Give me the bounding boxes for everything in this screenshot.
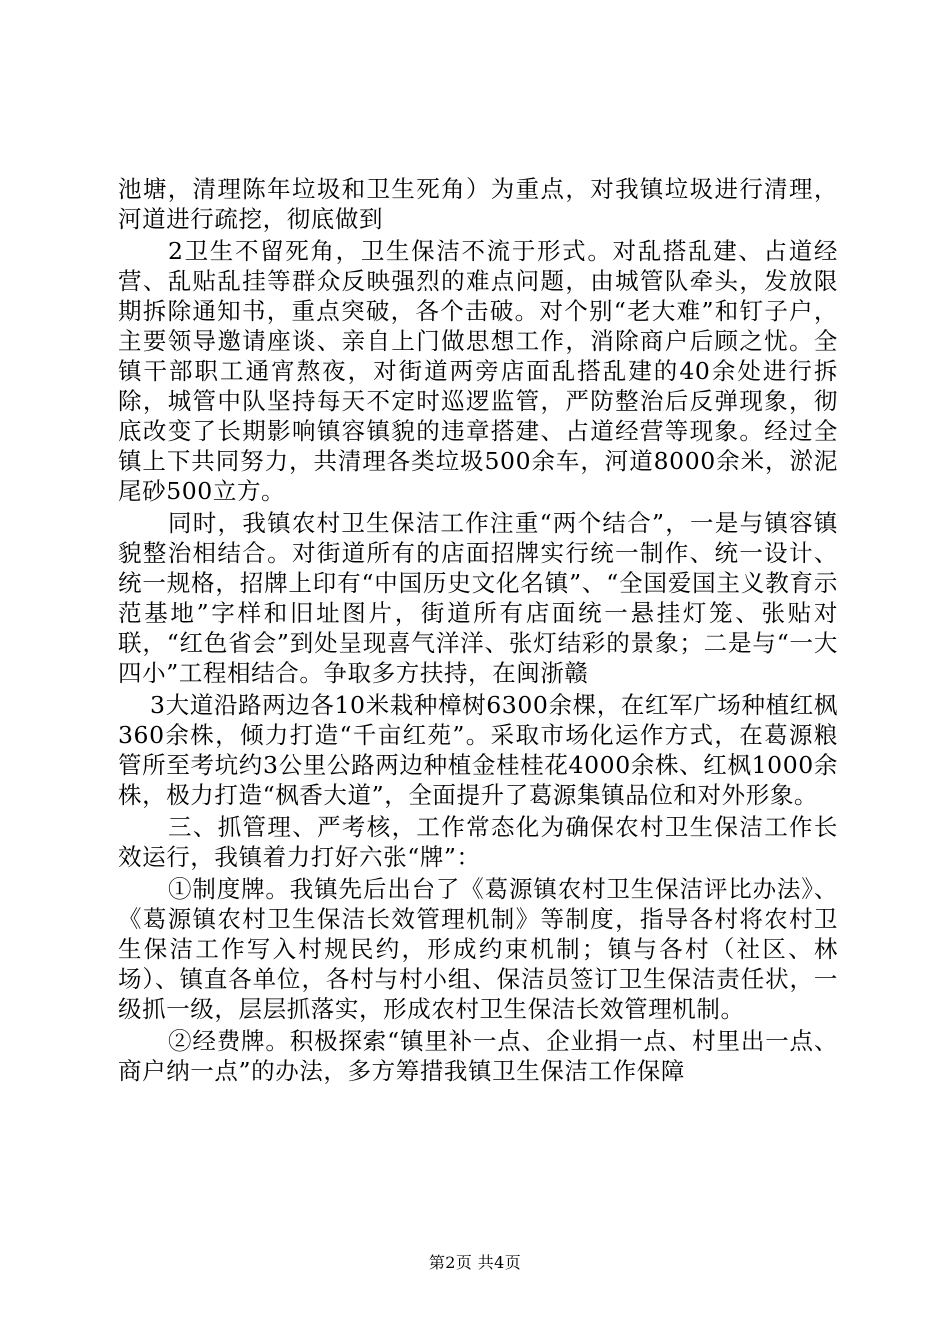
paragraph-1: 池塘，清理陈年垃圾和卫生死角）为重点，对我镇垃圾进行清理，河道进行疏挖，彻底做到 — [118, 175, 838, 233]
document-body — [118, 174, 838, 1088]
paragraph-5: 三、抓管理、严考核，工作常态化为确保农村卫生保洁工作长效运行，我镇着力打好六张“牌”： — [118, 813, 838, 871]
paragraph-7: ②经费牌。积极探索“镇里补一点、企业捐一点、村里出一点、商户纳一点”的办法，多方筹措我镇卫生保洁工作保障 — [118, 1027, 838, 1085]
paragraph-4: 3大道沿路两边各10米栽种樟树6300余棵，在红军广场种植红枫360余株，倾力打造“千亩红苑”。采取市场化运作方式，在葛源粮管所至考坑约3公里公路两边种植金桂桂花4000余株、红枫1000余株，极力打造“枫香大道”，全面提升了葛源集镇品位和对外形象。 — [118, 691, 838, 809]
paragraph-6: ①制度牌。我镇先后出台了《葛源镇农村卫生保洁评比办法》、《葛源镇农村卫生保洁长效管理机制》等制度，指导各村将农村卫生保洁工作写入村规民约，形成约束机制；镇与各村（社区、林场）、镇直各单位，各村与村小组、保洁员签订卫生保洁责任状，一级抓一级，层层抓落实，形成农村卫生保洁长效管理机制。 — [118, 875, 838, 1023]
page-number-footer: 第2页 共4页 — [428, 1253, 522, 1272]
paragraph-3: 同时，我镇农村卫生保洁工作注重“两个结合”，一是与镇容镇貌整治相结合。对街道所有的店面招牌实行统一制作、统一设计、统一规格，招牌上印有“中国历史文化名镇”、“全国爱国主义教育示范基地”字样和旧址图片，街道所有店面统一悬挂灯笼、张贴对联，“红色省会”到处呈现喜气洋洋、张灯结彩的景象；二是与“一大四小”工程相结合。争取多方扶持，在闽浙赣 — [118, 509, 838, 687]
paragraph-2: 2卫生不留死角，卫生保洁不流于形式。对乱搭乱建、占道经营、乱贴乱挂等群众反映强烈的难点问题，由城管队牵头，发放限期拆除通知书，重点突破，各个击破。对个别“老大难”和钉子户，主要领导邀请座谈、亲自上门做思想工作，消除商户后顾之忧。全镇干部职工通宵熬夜，对街道两旁店面乱搭乱建的40余处进行拆除，城管中队坚持每天不定时巡逻监管，严防整治后反弹现象，彻底改变了长期影响镇容镇貌的违章搭建、占道经营等现象。经过全镇上下共同努力，共清理各类垃圾500余车，河道8000余米，淤泥尾砂500立方。 — [118, 237, 838, 505]
